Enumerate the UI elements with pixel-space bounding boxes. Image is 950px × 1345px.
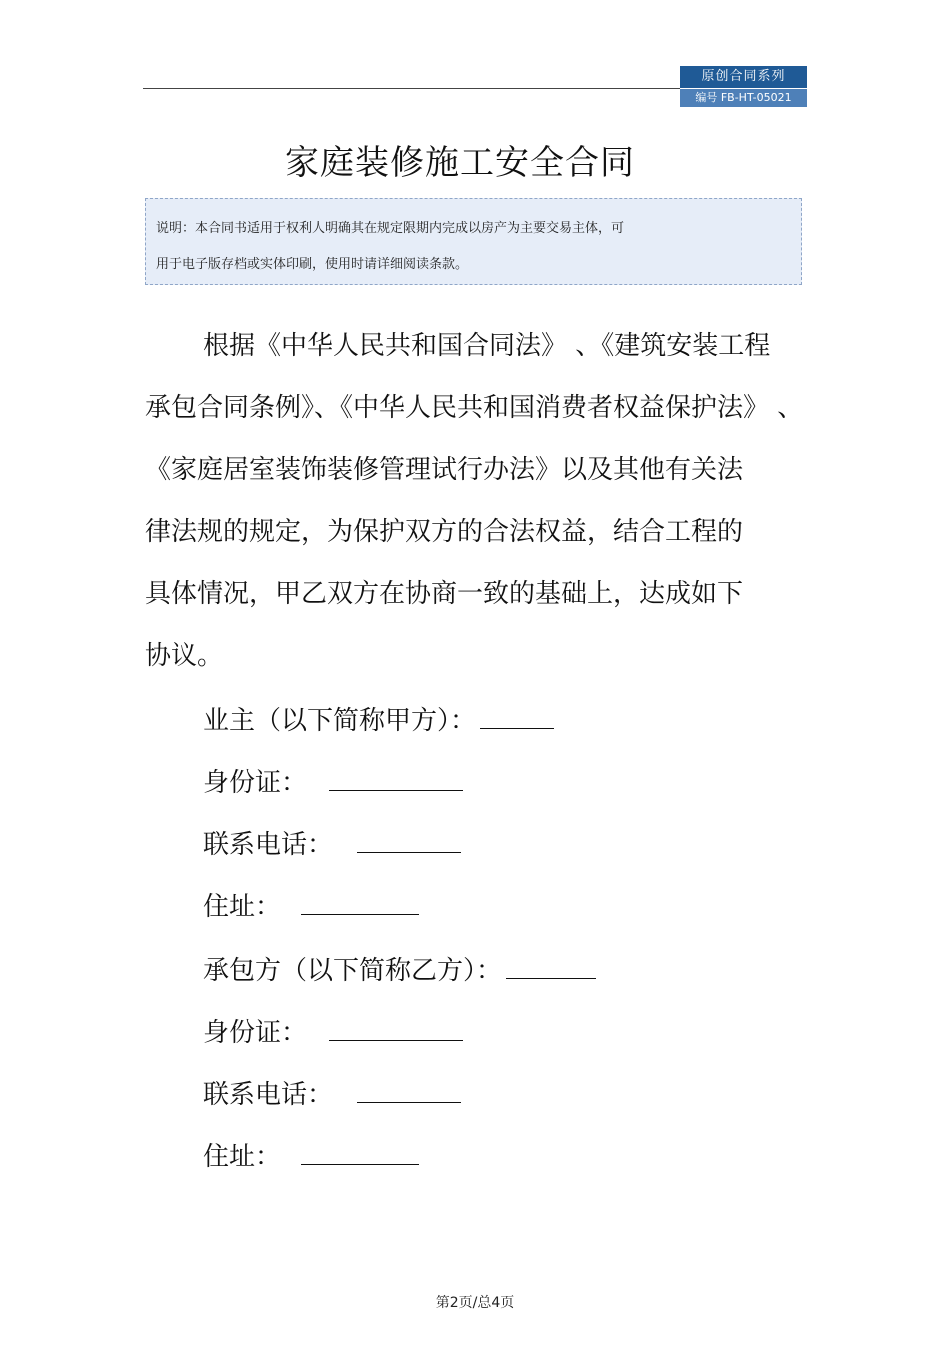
body-paragraph-line: 承包合同条例》、《中华人民共和国消费者权益保护法》 、 <box>145 393 804 423</box>
field-label: 联系电话： <box>203 1080 334 1110</box>
body-paragraph-line: 律法规的规定，为保护双方的合法权益，结合工程的 <box>145 517 744 547</box>
fill-blank[interactable] <box>357 824 461 853</box>
field-label: 承包方（以下简称乙方）： <box>203 956 503 986</box>
series-badge: 原创合同系列 <box>680 66 807 88</box>
field-label: 身份证： <box>203 768 308 798</box>
fill-blank[interactable] <box>301 886 419 915</box>
fill-blank[interactable] <box>301 1136 419 1165</box>
description-line: 用于电子版存档或实体印刷，使用时请详细阅读条款。 <box>156 257 469 272</box>
description-box <box>145 198 802 285</box>
party-a-id-field <box>203 762 463 803</box>
document-title: 家庭装修施工安全合同 <box>285 143 635 183</box>
body-paragraph-line: 具体情况，甲乙双方在协商一致的基础上，达成如下 <box>145 579 744 609</box>
party-b-id-field <box>203 1012 463 1053</box>
page-number: 第2页/总4页 <box>435 1295 515 1311</box>
description-line: 说明：本合同书适用于权利人明确其在规定限期内完成以房产为主要交易主体，可 <box>156 221 625 236</box>
body-paragraph-line: 根据《中华人民共和国合同法》 、《建筑安装工程 <box>203 331 771 361</box>
field-label: 住址： <box>203 892 282 922</box>
fill-blank[interactable] <box>329 762 463 791</box>
field-label: 联系电话： <box>203 830 334 860</box>
party-b-phone-field <box>203 1074 461 1115</box>
body-paragraph-line: 《家庭居室装饰装修管理试行办法》以及其他有关法 <box>145 455 744 485</box>
field-label: 身份证： <box>203 1018 308 1048</box>
fill-blank[interactable] <box>329 1012 463 1041</box>
fill-blank[interactable] <box>480 700 554 729</box>
body-paragraph-line: 协议。 <box>145 641 224 671</box>
party-a-address-field <box>203 886 419 927</box>
party-b-address-field <box>203 1136 419 1177</box>
party-a-owner-field <box>203 700 554 741</box>
fill-blank[interactable] <box>357 1074 461 1103</box>
fill-blank[interactable] <box>506 950 596 979</box>
contract-code-badge: 编号 FB-HT-05021 <box>680 89 807 107</box>
field-label: 业主（以下简称甲方）： <box>203 706 477 736</box>
party-b-contractor-field <box>203 950 596 991</box>
header-rule <box>143 88 680 89</box>
field-label: 住址： <box>203 1142 282 1172</box>
party-a-phone-field <box>203 824 461 865</box>
